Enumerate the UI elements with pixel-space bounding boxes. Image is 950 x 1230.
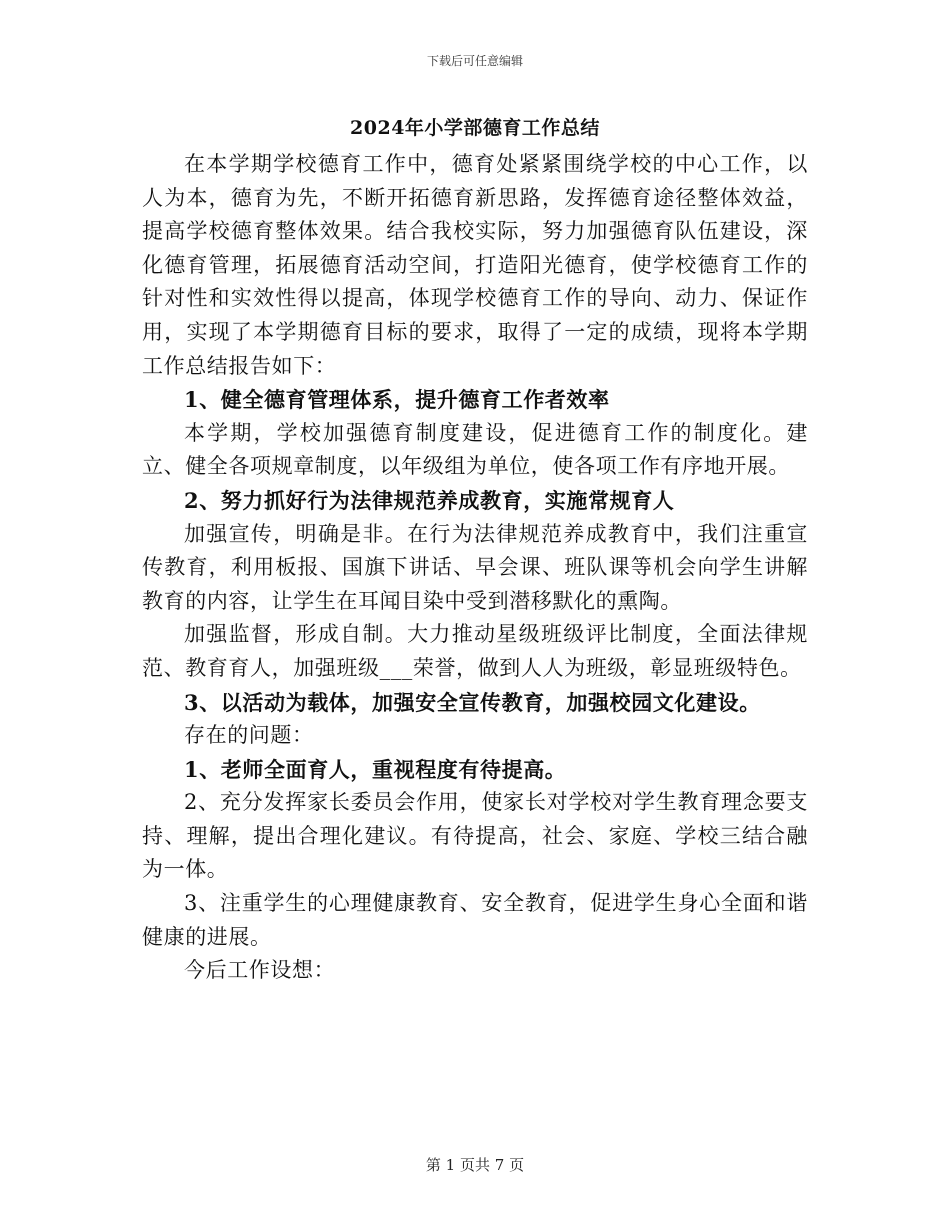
problem-item-2: 2、充分发挥家长委员会作用，使家长对学校对学生教育理念要支持、理解，提出合理化建议。有待提高，社会、家庭、学校三结合融为一体。	[142, 790, 808, 882]
paragraph-publicity: 加强宣传，明确是非。在行为法律规范养成教育中，我们注重宣传教育，利用板报、国旗下讲话、早会课、班队课等机会向学生讲解教育的内容，让学生在耳闻目染中受到潜移默化的熏陶。	[142, 521, 808, 613]
section-heading-3: 3、以活动为载体，加强安全宣传教育，加强校园文化建设。	[184, 689, 761, 715]
page-number: 第 1 页共 7 页	[425, 1156, 525, 1174]
header-note: 下载后可任意编辑	[426, 54, 523, 68]
section-heading-2: 2、努力抓好行为法律规范养成教育，实施常规育人	[184, 487, 675, 513]
document-title: 2024年小学部德育工作总结	[350, 117, 600, 139]
document-body	[142, 148, 808, 988]
problem-item-3: 3、注重学生的心理健康教育、安全教育，促进学生身心全面和谐健康的进展。	[142, 891, 808, 949]
paragraph-intro: 在本学期学校德育工作中，德育处紧紧围绕学校的中心工作，以人为本，德育为先，不断开拓德育新思路，发挥德育途径整体效益，提高学校德育整体效果。结合我校实际，努力加强德育队伍建设，深化德育管理，拓展德育活动空间，打造阳光德育，使学校德育工作的针对性和实效性得以提高，体现学校德育工作的导向、动力、保证作用，实现了本学期德育目标的要求，取得了一定的成绩，现将本学期工作总结报告如下：	[142, 152, 808, 378]
problem-item-1: 1、老师全面育人，重视程度有待提高。	[184, 756, 567, 782]
problems-heading: 存在的问题：	[184, 723, 314, 748]
section-heading-1: 1、健全德育管理体系，提升德育工作者效率	[184, 387, 610, 413]
paragraph-supervision: 加强监督，形成自制。大力推动星级班级评比制度，全面法律规范、教育育人，加强班级___荣誉，做到人人为班级，彰显班级特色。	[142, 622, 808, 680]
paragraph-section-1: 本学期，学校加强德育制度建设，促进德育工作的制度化。建立、健全各项规章制度，以年级组为单位，使各项工作有序地开展。	[142, 420, 808, 479]
future-plans-heading: 今后工作设想：	[184, 958, 336, 983]
